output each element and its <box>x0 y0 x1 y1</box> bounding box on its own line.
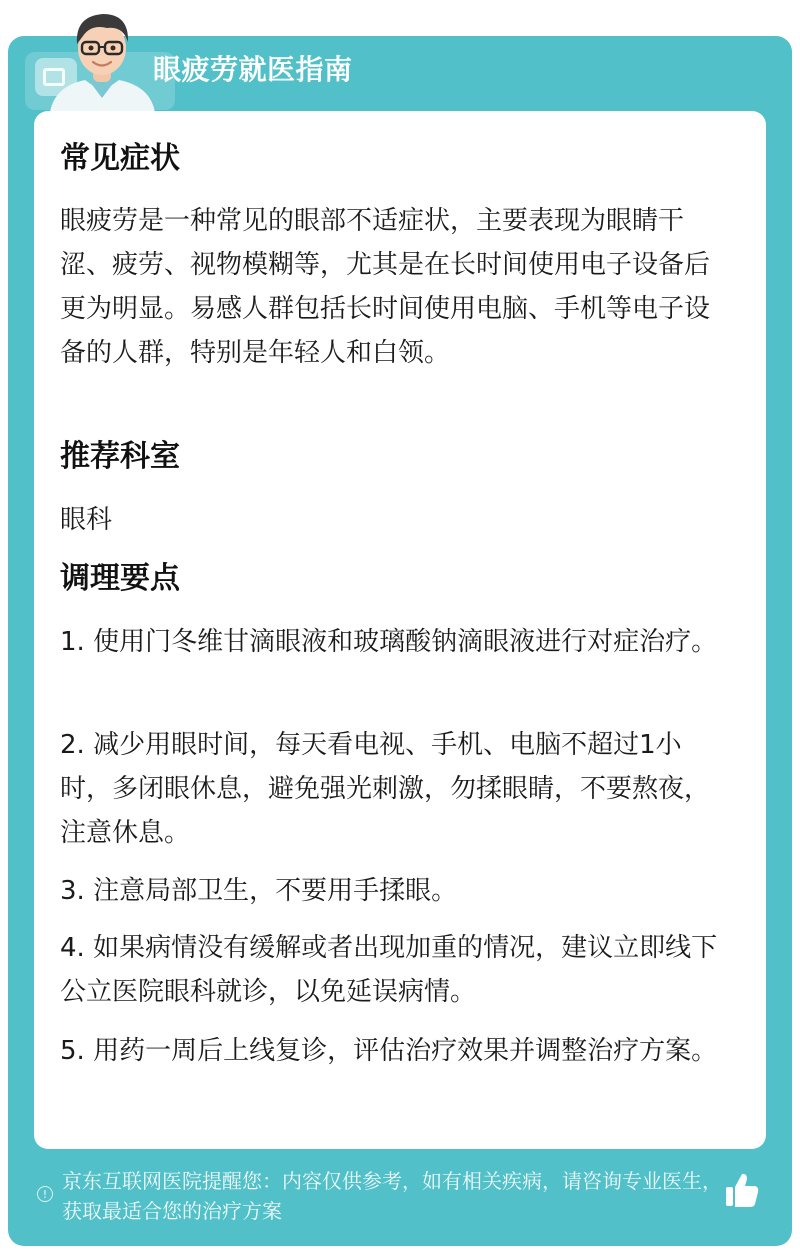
section-title-department: 推荐科室 <box>60 439 180 474</box>
content-panel <box>34 111 766 1149</box>
doctor-avatar-icon <box>45 6 160 112</box>
care-item-3: 3. 注意局部卫生，不要用手揉眼。 <box>60 876 458 906</box>
care-item-5: 5. 用药一周后上线复诊，评估治疗效果并调整治疗方案。 <box>60 1036 718 1066</box>
department-text: 眼科 <box>60 505 113 535</box>
info-icon: ! <box>37 1186 53 1202</box>
disclaimer-text: 京东互联网医院提醒您：内容仅供参考，如有相关疾病，请咨询专业医生，获取最适合您的治疗方案 <box>62 1169 722 1223</box>
symptoms-text: 眼疲劳是一种常见的眼部不适症状，主要表现为眼睛干涩、疲劳、视物模糊等，尤其是在长时间使用电子设备后更为明显。易感人群包括长时间使用电脑、手机等电子设备的人群，特别是年轻人和白领。 <box>60 206 711 368</box>
page-title: 眼疲劳就医指南 <box>153 53 353 86</box>
care-item-4: 4. 如果病情没有缓解或者出现加重的情况，建议立即线下公立医院眼科就诊，以免延误病情。 <box>60 933 718 1007</box>
care-item-2: 2. 减少用眼时间，每天看电视、手机、电脑不超过1小时，多闭眼休息，避免强光刺激，勿揉眼睛，不要熬夜，注意休息。 <box>60 730 711 848</box>
section-title-care: 调理要点 <box>60 561 180 596</box>
section-title-symptoms: 常见症状 <box>60 141 180 176</box>
care-item-1: 1. 使用门冬维甘滴眼液和玻璃酸钠滴眼液进行对症治疗。 <box>60 627 718 657</box>
thumbs-up-icon[interactable] <box>725 1172 759 1208</box>
